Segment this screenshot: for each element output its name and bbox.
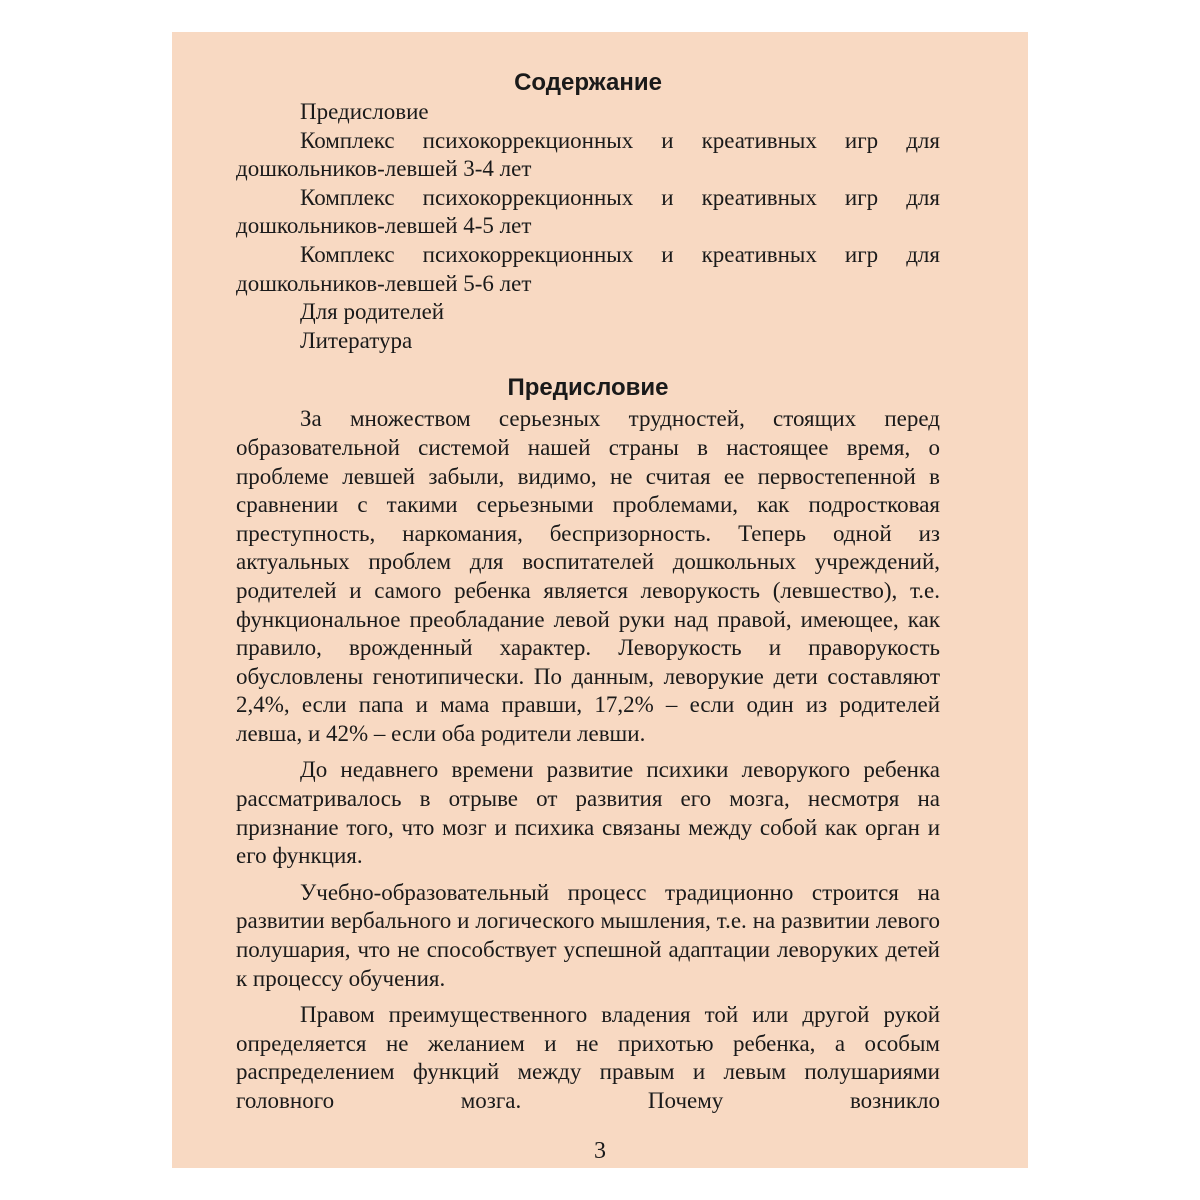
toc-item-games-5-6: Комплекс психокоррекционных и креативных игр для дошкольников-левшей 5-6 лет xyxy=(236,241,940,296)
toc-item-literature: Литература xyxy=(300,327,413,353)
book-page xyxy=(172,32,1028,1168)
toc-list xyxy=(236,98,940,355)
preface-paragraph: За множеством серьезных трудностей, стоящих перед образовательной системой нашей страны в настоящее время, о проблеме левшей забыли, видимо, не считая ее первостепенной в сравнении с такими серьезными проблемами, как подростковая преступность, наркомания, беспризорность. Теперь одной из актуальных проблем для воспитателей дошкольных учреждений, родителей и самого ребенка является леворукость (левшество), т.е. функциональное преобладание левой руки над правой, имеющее, как правило, врожденный характер. Леворукость и праворукость обусловлены генотипически. По данным, леворукие дети составляют 2,4%, если папа и мама правши, 17,2% – если один из родителей левша, и 42% – если оба родители левши. xyxy=(236,406,940,746)
preface-title: Предисловие xyxy=(507,374,669,402)
preface-paragraph: До недавнего времени развитие психики леворукого ребенка рассматривалось в отрыве от развития его мозга, несмотря на признание того, что мозг и психика связаны между собой как орган и его функция. xyxy=(236,757,940,869)
page-content xyxy=(236,68,940,1116)
toc-item-preface: Предисловие xyxy=(300,99,429,124)
toc-item-parents: Для родителей xyxy=(300,299,445,325)
preface-paragraph: Правом преимущественного владения той или другой рукой определяется не желанием и не прихотью ребенка, а особым распределением функций между правым и левым полушариями головного мозга. Почему возникло xyxy=(236,1002,940,1113)
preface-body xyxy=(236,405,940,1115)
toc-title: Содержание xyxy=(514,69,662,96)
preface-paragraph: Учебно-образовательный процесс традиционно строится на развитии вербального и логического мышления, т.е. на развитии левого полушария, что не способствует успешной адаптации леворуких детей к процессу обучения. xyxy=(236,879,940,991)
page-number: 3 xyxy=(594,1138,606,1164)
toc-item-games-3-4: Комплекс психокоррекционных и креативных игр для дошкольников-левшей 3-4 лет xyxy=(236,127,940,182)
toc-item-games-4-5: Комплекс психокоррекционных и креативных игр для дошкольников-левшей 4-5 лет xyxy=(236,184,940,239)
